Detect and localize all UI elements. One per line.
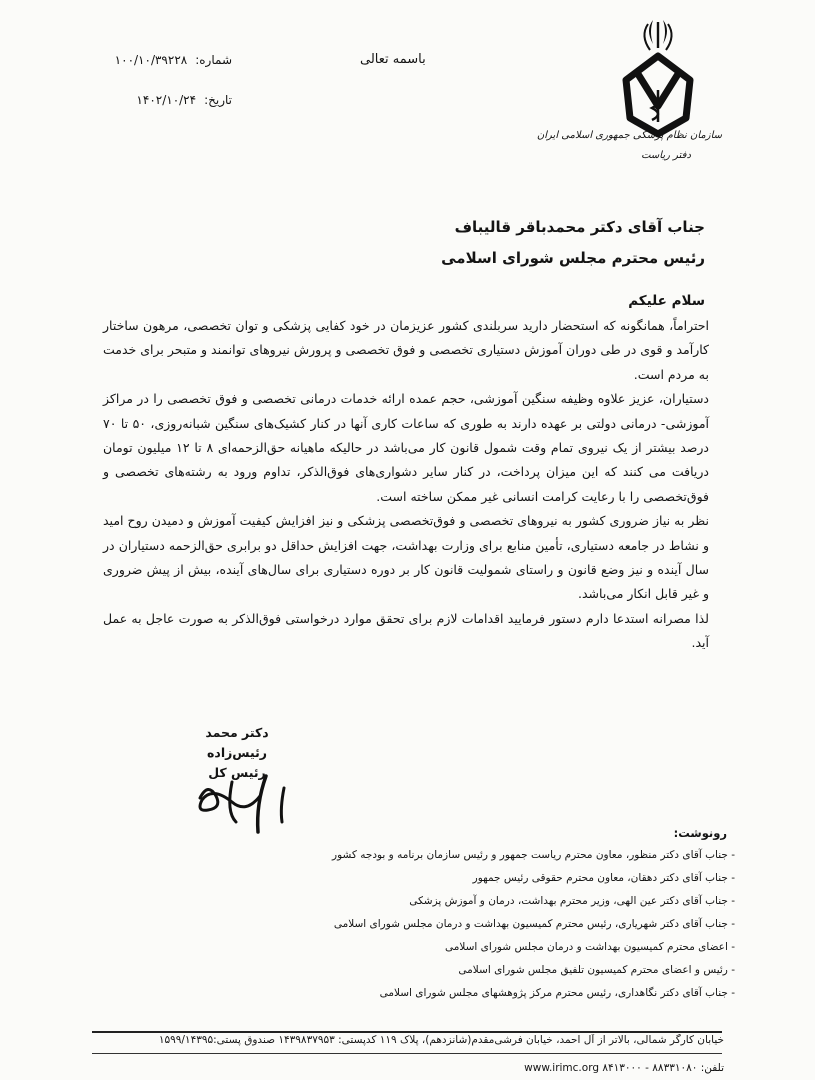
letter-meta bbox=[92, 40, 232, 120]
body-paragraph: لذا مصرانه استدعا دارم دستور فرمایید اقدامات لازم برای تحقق موارد درخواستی فوق‌الذکر به صورت عاجل به عمل آید. bbox=[103, 610, 709, 651]
letter-number-label: شماره: bbox=[195, 53, 232, 67]
footer-address: خیابان کارگر شمالی، بالاتر از آل احمد، خیابان فرشی‌مقدم(شانزدهم)، پلاک ۱۱۹ کدپستی: ۱۴۳۹۸۳۷۹۵۳ صندوق پستی:۱۵۹۹/۱۴۳۹۵ bbox=[158, 1034, 724, 1046]
organization-office: دفتر ریاست bbox=[641, 150, 691, 161]
handwritten-signature bbox=[188, 768, 318, 838]
cc-title: رونوشت: bbox=[673, 826, 727, 840]
addressee-block bbox=[441, 212, 705, 274]
organization-name: سازمان نظام پزشکی جمهوری اسلامی ایران bbox=[536, 130, 722, 141]
cc-item: - جناب آقای دکتر شهریاری، رئیس محترم کمیسیون بهداشت و درمان مجلس شورای اسلامی bbox=[333, 918, 735, 930]
cc-item: - جناب آقای دکتر دهقان، معاون محترم حقوقی رئیس جمهور bbox=[472, 872, 735, 884]
cc-item: - رئیس و اعضای محترم کمیسیون تلفیق مجلس شورای اسلامی bbox=[458, 964, 735, 976]
letter-date-value: ۱۴۰۲/۱۰/۲۴ bbox=[136, 93, 197, 107]
cc-item: - اعضای محترم کمیسیون بهداشت و درمان مجلس شورای اسلامی bbox=[444, 941, 735, 953]
letter-body bbox=[103, 314, 709, 656]
footer-contact: تلفن: ۸۸۳۳۱۰۸۰ - ۸۴۱۳۰۰۰ www.irimc.org bbox=[524, 1062, 724, 1074]
signatory-title: رئیس کل bbox=[208, 765, 266, 780]
greeting: سلام علیکم bbox=[628, 293, 705, 309]
body-paragraph: احتراماً، همانگونه که استحضار دارید سربلندی کشور عزیزمان در خود کفایی پزشکی و توان تخصصی، مرهون ساختار کارآمد و قوی در طی دوران آموزش دستیاری تخصصی و فوق تخصصی و پرورش نیروهای توانمند و متبحر برای خدمت به مردم است. bbox=[103, 318, 709, 382]
letter-number-value: ۱۰۰/۱۰/۳۹۲۲۸ bbox=[114, 53, 188, 67]
cc-list bbox=[295, 844, 735, 1005]
cc-item: - جناب آقای دکتر منظور، معاون محترم ریاست جمهور و رئیس سازمان برنامه و بودجه کشور bbox=[332, 849, 735, 861]
letter-date-label: تاریخ: bbox=[204, 93, 232, 107]
footer-divider bbox=[92, 1053, 722, 1054]
body-paragraph: دستیاران، عزیز علاوه وظیفه سنگین آموزشی، حجم عمده ارائه خدمات درمانی تخصصی و فوق تخصصی را در مراکز آموزشی- درمانی دولتی بر عهده دارند به طوری که ساعات کاری آنها در کنار کشیک‌های سنگین شبانه‌روزی، ۵۰ تا ۷۰ درصد بیشتر از یک نیروی تمام وقت شمول قانون کار می‌باشد در حالیکه ماهیانه حق‌الزحمه‌ای ۸ تا ۱۲ میلیون تومان دریافت می کنند که این میزان پرداخت، در کنار سایر دشواری‌های فوق‌الذکر، تداوم ورود به رشته‌های تخصصی و فوق‌تخصصی را با رعایت کرامت انسانی غیر ممکن ساخته است. bbox=[103, 391, 710, 504]
addressee-title: رئیس محترم مجلس شورای اسلامی bbox=[441, 249, 705, 267]
body-paragraph: نظر به نیاز ضروری کشور به نیروهای تخصصی و فوق‌تخصصی پزشکی و نیز افزایش کیفیت آموزش و دمیدن روح امید و نشاط در جامعه دستیاری، تأمین منابع برای وزارت بهداشت، جهت افزایش حداقل دو برابری حق‌الزحمه دستیاران در سال آینده و نیز وضع قانون و راستای شمولیت قانون کار بر دوره دستیاری برای سال‌های آینده، بیش از پیش ضروری و غیر قابل انکار می‌باشد. bbox=[103, 513, 709, 602]
cc-item: - جناب آقای دکتر نگاهداری، رئیس محترم مرکز پژوهشهای مجلس شورای اسلامی bbox=[379, 987, 735, 999]
addressee-name: جناب آقای دکتر محمدباقر قالیباف bbox=[454, 218, 705, 236]
cc-item: - جناب آقای دکتر عین الهی، وزیر محترم بهداشت، درمان و آموزش پزشکی bbox=[409, 895, 735, 907]
blessing-heading: باسمه تعالی bbox=[360, 52, 426, 67]
letter-number-row bbox=[92, 40, 232, 80]
iran-emblem-icon bbox=[644, 20, 671, 50]
signatory-name: دکتر محمد رئیس‌زاده bbox=[205, 725, 269, 760]
letter-date-row bbox=[92, 80, 232, 120]
footer-divider bbox=[92, 1031, 722, 1033]
